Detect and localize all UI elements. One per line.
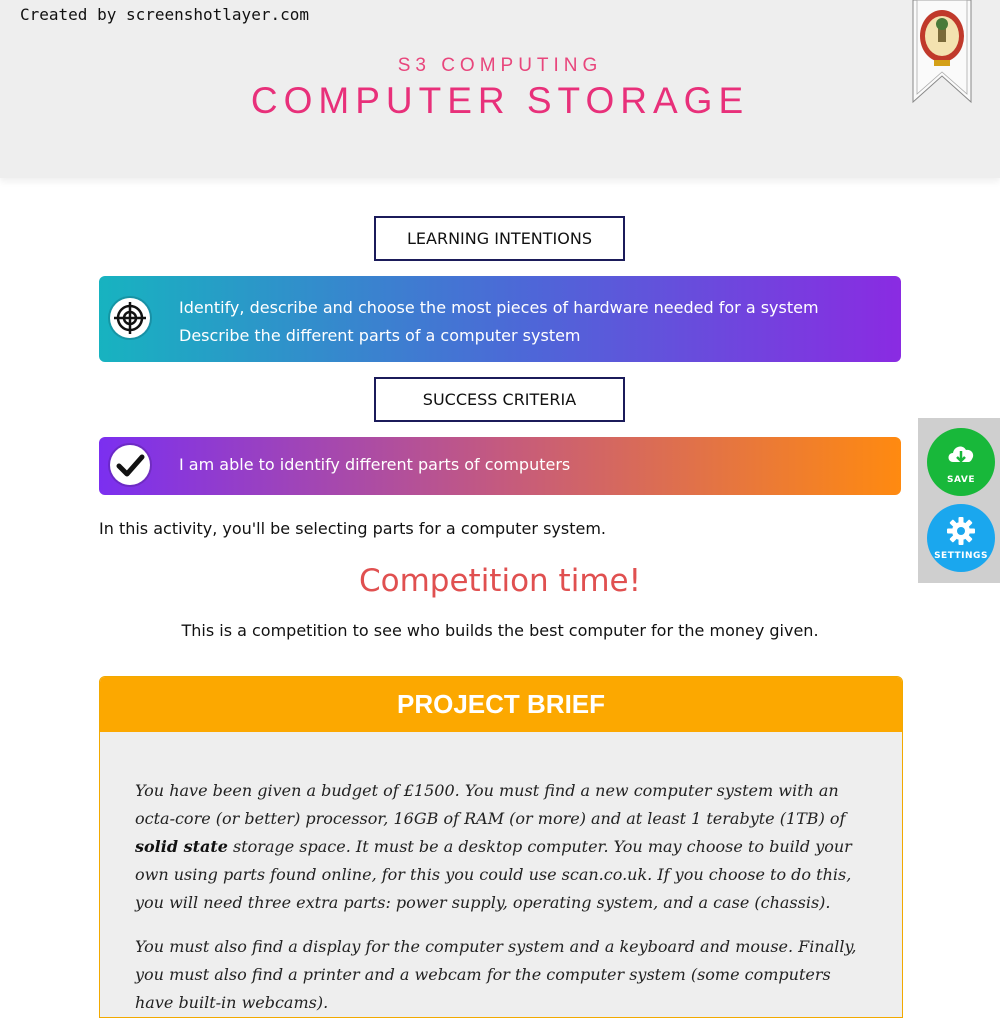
success-criteria-item: I am able to identify different parts of computers [179, 455, 571, 474]
success-criteria-label: SUCCESS CRITERIA [374, 377, 625, 422]
gear-icon [944, 514, 978, 548]
watermark-text: Created by screenshotlayer.com [20, 5, 309, 24]
project-brief-paragraph: You have been given a budget of £1500. You must find a new computer system with an octa-core (or better) processor, 16GB of RAM (or more) and at least 1 terabyte (1TB) of solid state storage space. It must be a desktop computer. You may choose to build your own using parts found online, for this you could use scan.co.uk. If you choose to do this, you will need three extra parts: power supply, operating system, and a case (chassis). [135, 781, 852, 912]
learning-intentions-banner [99, 276, 901, 362]
checkmark-icon [110, 445, 150, 485]
target-icon [110, 298, 150, 338]
success-criteria-banner [99, 437, 901, 495]
save-button[interactable] [927, 428, 995, 496]
side-action-panel [918, 418, 1000, 583]
cloud-download-icon [944, 438, 978, 472]
project-brief-card [99, 676, 903, 1018]
save-label: SAVE [947, 475, 975, 485]
school-crest-icon [912, 0, 972, 104]
competition-heading: Competition time! [358, 563, 642, 599]
learning-intentions-label: LEARNING INTENTIONS [374, 216, 625, 261]
page-title: COMPUTER STORAGE [250, 80, 750, 121]
learning-intention-item: Describe the different parts of a computer system [179, 326, 581, 345]
project-brief-heading: PROJECT BRIEF [100, 677, 902, 732]
solid-state-emphasis: solid state [135, 837, 228, 856]
learning-intention-item: Identify, describe and choose the most pieces of hardware needed for a system [179, 298, 819, 317]
competition-description: This is a competition to see who builds the best computer for the money given. [181, 621, 819, 640]
settings-label: SETTINGS [934, 551, 988, 561]
settings-button[interactable] [927, 504, 995, 572]
activity-intro-text: In this activity, you'll be selecting parts for a computer system. [99, 519, 606, 538]
page-subtitle: S3 COMPUTING [397, 55, 603, 76]
page-header [0, 0, 1000, 178]
project-brief-paragraph: You must also find a display for the computer system and a keyboard and mouse. Finally, you must also find a printer and a webcam for the computer system (some computers have built-in webcams). [135, 937, 857, 1012]
